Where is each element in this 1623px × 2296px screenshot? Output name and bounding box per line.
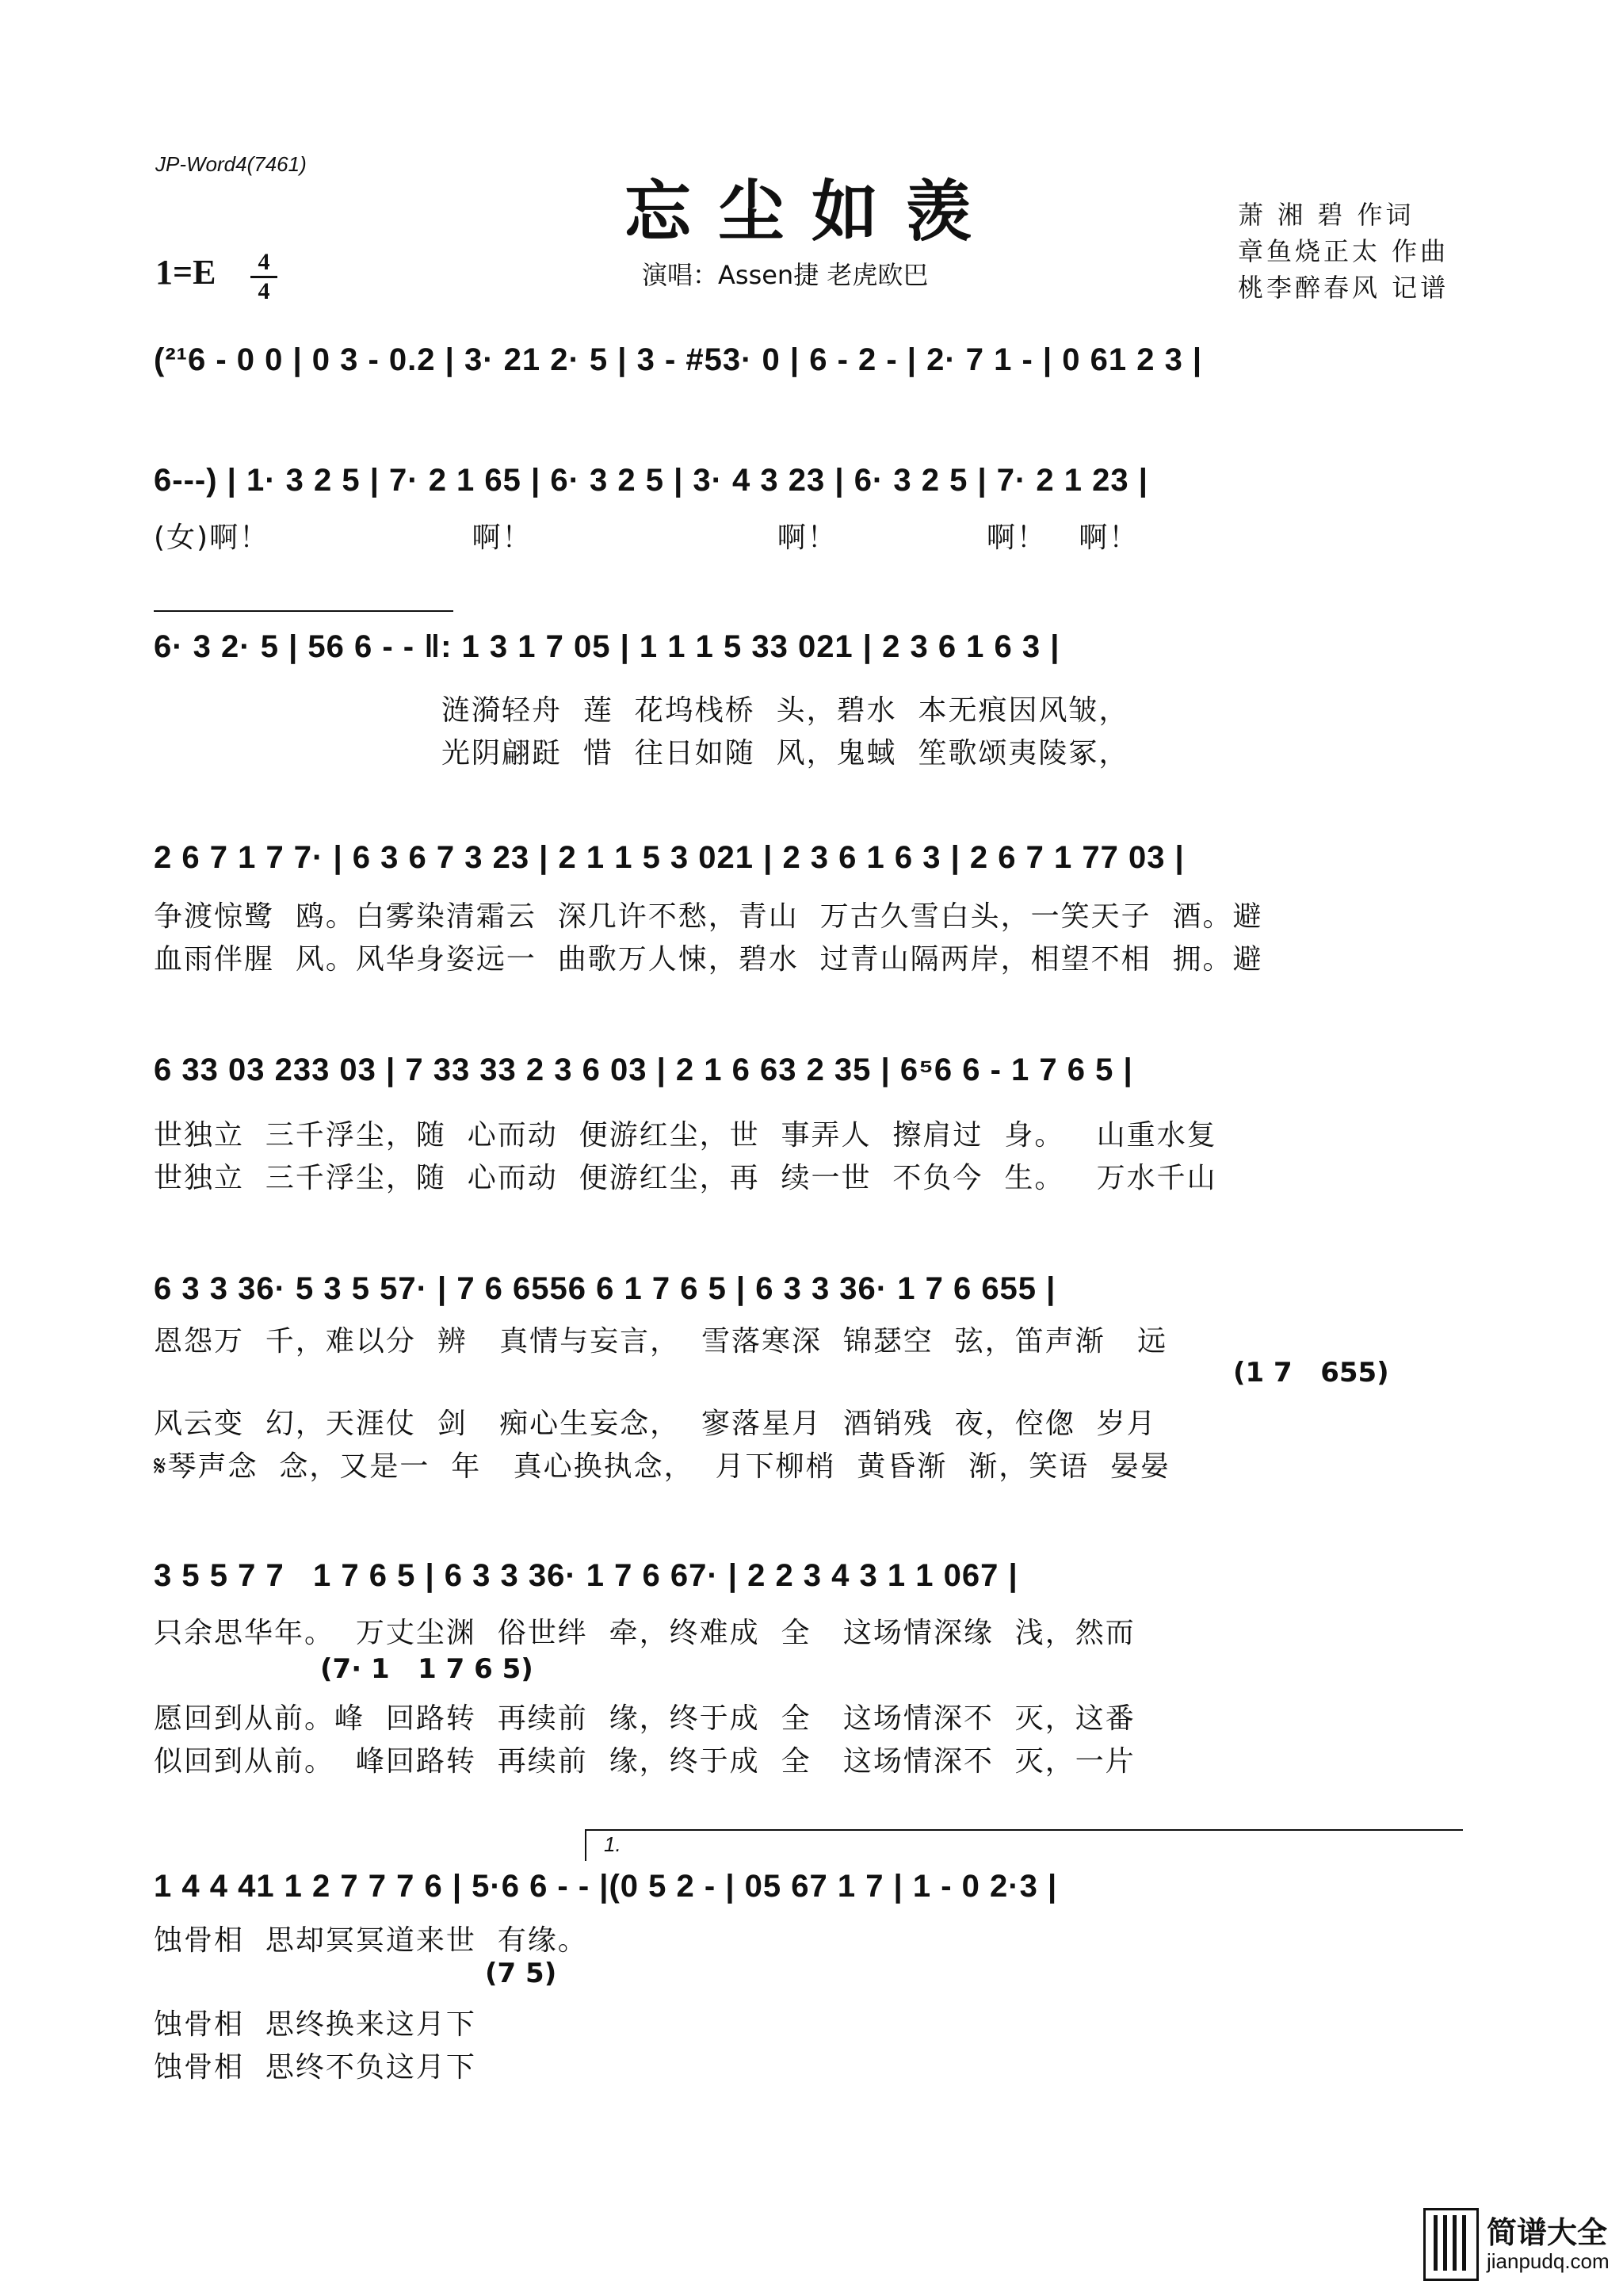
software-label: JP-Word4(7461) — [155, 152, 307, 176]
song-title: 忘尘如羡 — [624, 172, 999, 250]
alt-notes-line-7: (7· 1 1 7 6 5) — [320, 1653, 533, 1685]
lyric-line-8-verse-1: 蚀骨相 思却冥冥道来世 有缘。 — [154, 1924, 588, 1957]
lyric-line-3-verse-1: 涟漪轻舟 莲 花坞栈桥 头，碧水 本无痕因风皱， — [154, 694, 1129, 727]
score-line-8: 1 4 4 41 1 2 7 7 7 6 | 5·6 6 - - |(0 5 2 - | 05 67 1 7 | 1 - 0 2·3 | — [154, 1869, 1058, 1904]
lyric-line-8-verse-2: 蚀骨相 思终换来这月下 — [154, 2008, 476, 2041]
score-line-5: 6 33 03 233 03 | 7 33 33 2 3 6 03 | 2 1 6 63 2 35 | 6⁵6 6 - 1 7 6 5 | — [154, 1052, 1133, 1087]
lyric-line-4-verse-2: 血雨伴腥 风。风华身姿远一 曲歌万人悚，碧水 过青山隔两岸，相望不相 拥。避 — [154, 943, 1263, 976]
score-line-6: 6 3 3 36· 5 3 5 57· | 7 6 6556 6 1 7 6 5 | 6 3 3 36· 1 7 6 655 | — [154, 1271, 1056, 1306]
alt-notes-line-6: (1 7 655) — [1233, 1357, 1389, 1389]
lyric-line-6-verse-3: 𝄋琴声念 念，又是一 年 真心换执念， 月下柳梢 黄昏渐 渐，笑语 晏晏 — [154, 1450, 1171, 1483]
lyric-line-6-verse-1: 恩怨万 千，难以分 辨 真情与妄言， 雪落寒深 锦瑟空 弦，笛声渐 远 — [154, 1325, 1168, 1358]
lyric-line-7-verse-2: 愿回到从前。峰 回路转 再续前 缘，终于成 全 这场情深不 灭，这番 — [154, 1702, 1136, 1735]
score-line-3: 6· 3 2· 5 | 56 6 - - ‖: 1 3 1 7 05 | 1 1 1 5 33 021 | 2 3 6 1 6 3 | — [154, 629, 1060, 664]
score-line-7: 3 5 5 7 7 1 7 6 5 | 6 3 3 36· 1 7 6 67· | 2 2 3 4 3 1 1 067 | — [154, 1558, 1018, 1593]
lyricist-credit: 萧 湘 碧 作词 — [1238, 200, 1415, 230]
lyric-line-5-verse-1: 世独立 三千浮尘，随 心而动 便游红尘，世 事弄人 擦肩过 身。 山重水复 — [154, 1119, 1217, 1152]
credits — [1238, 197, 1449, 306]
volta-first-ending: 1. — [604, 1832, 621, 1856]
score-line-2: 6---) | 1· 3 2 5 | 7· 2 1 65 | 6· 3 2 5 | 3· 4 3 23 | 6· 3 2 5 | 7· 2 1 23 | — [154, 463, 1148, 498]
site-logo — [1423, 2208, 1610, 2281]
lyric-line-3-verse-2: 光阴翩跹 惜 往日如随 风，鬼蜮 笙歌颂夷陵冢， — [154, 737, 1129, 770]
lyric-line-4-verse-1: 争渡惊鹭 鸥。白雾染清霜云 深几许不愁，青山 万古久雪白头，一笑天子 酒。避 — [154, 900, 1263, 933]
lyric-line-7-verse-1: 只余思华年。 万丈尘渊 俗世绊 牵，终难成 全 这场情深缘 浅，然而 — [154, 1617, 1136, 1649]
lyric-line-7-verse-3: 似回到从前。 峰回路转 再续前 缘，终于成 全 这场情深不 灭，一片 — [154, 1745, 1136, 1778]
time-signature-top: 4 — [258, 249, 270, 275]
time-signature-bottom: 4 — [258, 278, 270, 304]
composer-credit: 章鱼烧正太 作曲 — [1238, 236, 1449, 266]
singer-credit: 演唱：Assen捷 老虎欧巴 — [642, 260, 929, 290]
lyric-line-2-verse-1: (女)啊！ 啊！ 啊！ 啊！ 啊！ — [154, 521, 1140, 554]
piano-icon — [1423, 2208, 1479, 2281]
transcriber-credit: 桃李醉春风 记谱 — [1238, 273, 1449, 303]
logo-name: 简谱大全 — [1487, 2215, 1608, 2250]
score-line-4: 2 6 7 1 7 7· | 6 3 6 7 3 23 | 2 1 1 5 3 021 | 2 3 6 1 6 3 | 2 6 7 1 77 03 | — [154, 840, 1185, 875]
time-signature — [250, 250, 277, 304]
score-line-1: (²¹6 - 0 0 | 0 3 - 0.2 | 3· 21 2· 5 | 3 - #53· 0 | 6 - 2 - | 2· 7 1 - | 0 61 2 3 | — [154, 342, 1203, 377]
lyric-line-5-verse-2: 世独立 三千浮尘，随 心而动 便游红尘，再 续一世 不负今 生。 万水千山 — [154, 1162, 1217, 1194]
lyric-line-6-verse-2: 风云变 幻，天涯仗 剑 痴心生妄念， 寥落星月 酒销残 夜，倥偬 岁月 — [154, 1408, 1157, 1440]
lyric-line-8-verse-3: 蚀骨相 思终不负这月下 — [154, 2051, 476, 2084]
logo-url: jianpudq.com — [1487, 2249, 1610, 2273]
alt-notes-line-8: (7 5) — [485, 1958, 557, 1989]
key-signature: 1=E — [155, 253, 216, 292]
